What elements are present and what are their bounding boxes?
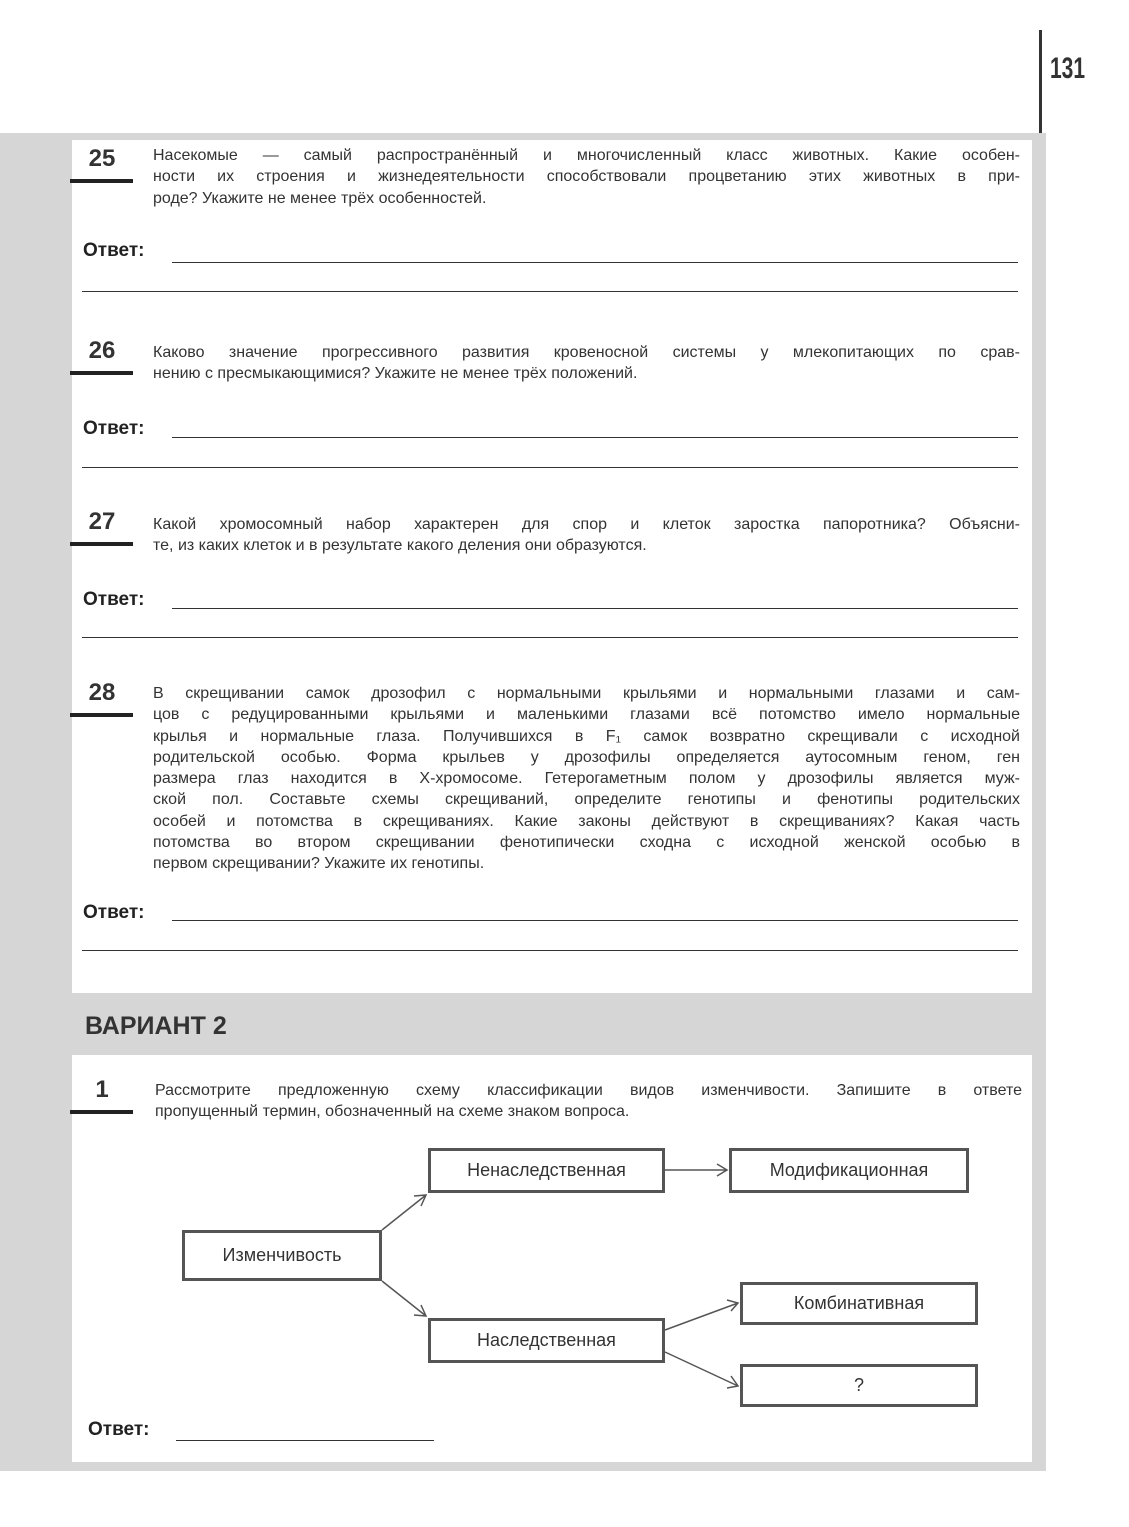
arrow-nonhereditary-to-modification	[665, 1164, 727, 1176]
variant-title: ВАРИАНТ 2	[85, 1012, 227, 1040]
question-line: В скрещивании самок дрозофил с нормальными крыльями и нормальными глазами и сам-	[153, 685, 1020, 702]
box-unknown: ?	[740, 1364, 978, 1407]
question-line: Насекомые — самый распространённый и многочисленный класс животных. Какие особен-	[153, 147, 1020, 164]
question-line: цов с редуцированными крыльями и маленькими глазами всё потомство имело нормальные	[153, 706, 1020, 724]
question-line: первом скрещивании? Укажите их генотипы.	[153, 855, 485, 873]
question-line: особей и потомства в скрещиваниях. Какие законы действуют в скрещиваниях? Какая часть	[153, 812, 1020, 830]
question-line: нению с пресмыкающимися? Укажите не менее трёх положений.	[153, 365, 638, 383]
question-line: крылья и нормальные глаза. Получившихся в F₁ самок возвратно скрещивали с исходной	[153, 727, 1020, 745]
question-line: пропущенный термин, обозначенный на схеме знаком вопроса.	[155, 1103, 630, 1121]
answer-label: Ответ:	[83, 240, 145, 261]
question-line: Каково значение прогрессивного развития кровеносной системы у млекопитающих по срав-	[153, 344, 1020, 361]
question-line: Какой хромосомный набор характерен для спор и клеток заростка папоротника? Объясни-	[153, 516, 1020, 533]
arrow-hereditary-to-combinative	[665, 1300, 738, 1330]
question-line: потомства во втором скрещивании фенотипически сходна с исходной женской особью в	[153, 834, 1020, 852]
question-number: 26	[88, 337, 116, 364]
answer-label: Ответ:	[83, 902, 145, 923]
answer-label: Ответ:	[83, 418, 145, 439]
question-line: роде? Укажите не менее трёх особенностей.	[153, 189, 487, 207]
arrow-root-to-nonhereditary	[382, 1195, 426, 1230]
question-line: родительской особью. Форма крыльев у дрозофилы определяется аутосомным геном, ген	[153, 748, 1020, 766]
question-number: 28	[88, 679, 116, 706]
answer-line[interactable]	[176, 1440, 434, 1441]
question-line: ности их строения и жизнедеятельности способствовали процветанию этих животных в при-	[153, 168, 1020, 186]
answer-label: Ответ:	[88, 1419, 150, 1440]
arrow-hereditary-to-unknown	[665, 1352, 738, 1388]
question-line: те, из каких клеток и в результате какого деления они образуются.	[153, 537, 647, 555]
box-nonhereditary: Ненаследственная	[428, 1148, 665, 1193]
box-modification: Модификационная	[729, 1148, 969, 1193]
question-line: размера глаз находится в X-хромосоме. Гетерогаметным полом у дрозофилы является муж-	[153, 770, 1020, 788]
answer-label: Ответ:	[83, 589, 145, 610]
question-number: 1	[95, 1076, 109, 1103]
box-root: Изменчивость	[182, 1230, 382, 1281]
question-line: Рассмотрите предложенную схему классификации видов изменчивости. Запишите в ответе	[155, 1082, 1022, 1099]
question-number: 25	[88, 145, 116, 172]
box-hereditary: Наследственная	[428, 1318, 665, 1363]
page-number: 131	[1050, 52, 1086, 85]
question-number: 27	[88, 508, 116, 535]
arrow-root-to-hereditary	[382, 1281, 426, 1316]
box-combinative: Комбинативная	[740, 1282, 978, 1325]
question-line: ской пол. Составьте схемы скрещиваний, определите генотипы и фенотипы родительских	[153, 791, 1020, 809]
